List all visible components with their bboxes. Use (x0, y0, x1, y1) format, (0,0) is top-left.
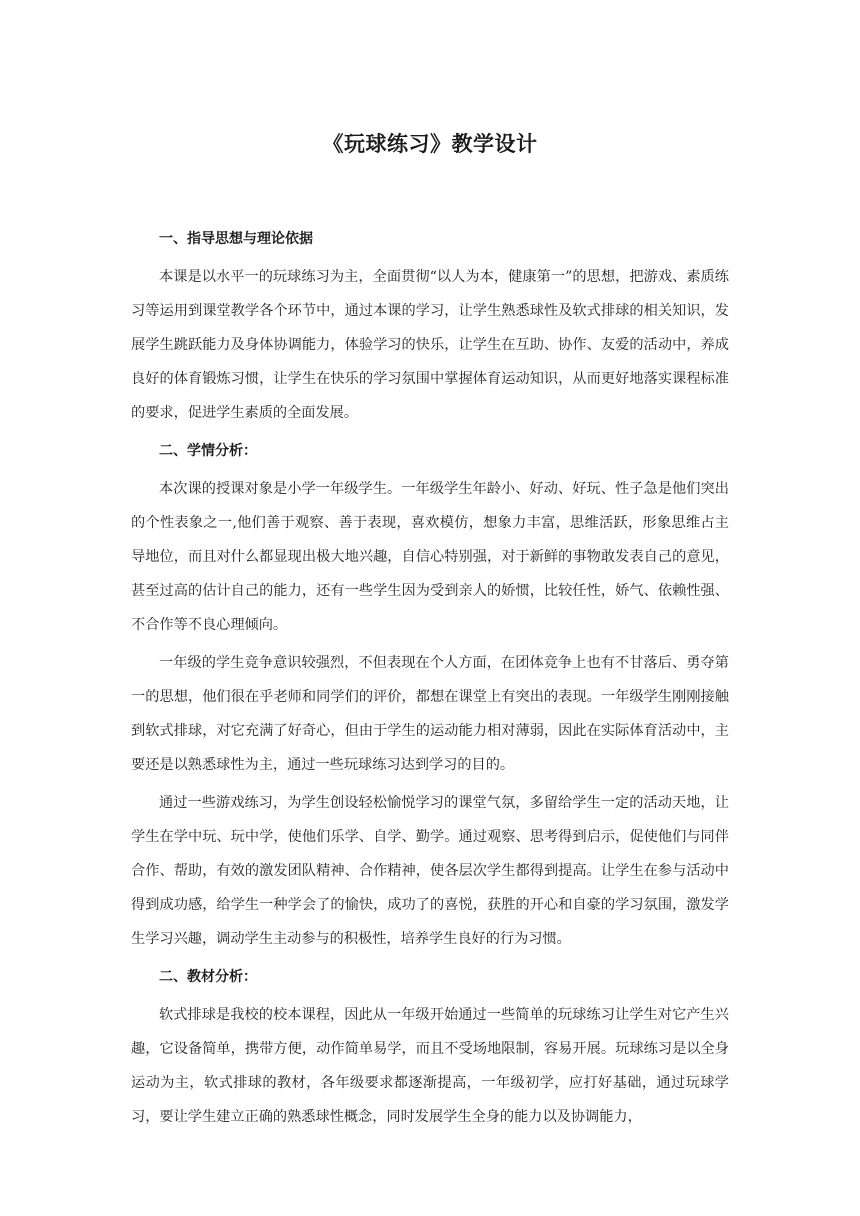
paragraph-student-analysis-3: 通过一些游戏练习，为学生创设轻松愉悦学习的课堂气氛，多留给学生一定的活动天地，让学生在学中玩、玩中学，使他们乐学、自学、勤学。通过观察、思考得到启示，促使他们与同伴合作、帮助，有效的激发团队精神、合作精神，使各层次学生都得到提高。让学生在参与活动中得到成功感，给学生一种学会了的愉快，成功了的喜悦，获胜的开心和自豪的学习氛围，激发学生学习兴趣，调动学生主动参与的积极性，培养学生良好的行为习惯。 (131, 795, 729, 947)
paragraph-student-analysis-2: 一年级的学生竞争意识较强烈，不但表现在个人方面，在团体竞争上也有不甘落后、勇夺第一的思想，他们很在乎老师和同学们的评价，都想在课堂上有突出的表现。一年级学生刚刚接触到软式排球，对它充满了好奇心，但由于学生的运动能力相对薄弱，因此在实际体育活动中，主要还是以熟悉球性为主，通过一些玩球练习达到学习的目的。 (131, 655, 729, 773)
section-heading-guiding-ideology: 一、指导思想与理论依据 (159, 231, 313, 247)
document-body (131, 222, 729, 1138)
paragraph-student-analysis-1: 本次课的授课对象是小学一年级学生。一年级学生年龄小、好动、好玩、性子急是他们突出的个性表象之一,他们善于观察、善于表现，喜欢模仿，想象力丰富，思维活跃，形象思维占主导地位，而且对什么都显现出极大地兴趣，自信心特别强，对于新鲜的事物敢发表自己的意见，甚至过高的估计自己的能力，还有一些学生因为受到亲人的娇惯，比较任性，娇气、依赖性强、不合作等不良心理倾向。 (131, 481, 729, 633)
paragraph-material-analysis: 软式排球是我校的校本课程，因此从一年级开始通过一些简单的玩球练习让学生对它产生兴趣，它设备简单，携带方便，动作简单易学，而且不受场地限制，容易开展。玩球练习是以全身运动为主，软式排球的教材，各年级要求都逐渐提高，一年级初学，应打好基础，通过玩球学习，要让学生建立正确的熟悉球性概念，同时发展学生全身的能力以及协调能力， (131, 1007, 729, 1125)
section-heading-student-analysis: 二、学情分析： (159, 443, 257, 459)
section-heading-material-analysis: 二、教材分析： (159, 969, 257, 985)
document-title: 《玩球练习》教学设计 (322, 132, 538, 156)
paragraph-guiding-ideology: 本课是以水平一的玩球练习为主，全面贯彻“以人为本，健康第一”的思想，把游戏、素质练习等运用到课堂教学各个环节中，通过本课的学习，让学生熟悉球性及软式排球的相关知识，发展学生跳跃能力及身体协调能力，体验学习的快乐，让学生在互助、协作、友爱的活动中，养成良好的体育锻炼习惯，让学生在快乐的学习氛围中掌握体育运动知识，从而更好地落实课程标准的要求，促进学生素质的全面发展。 (131, 269, 729, 421)
